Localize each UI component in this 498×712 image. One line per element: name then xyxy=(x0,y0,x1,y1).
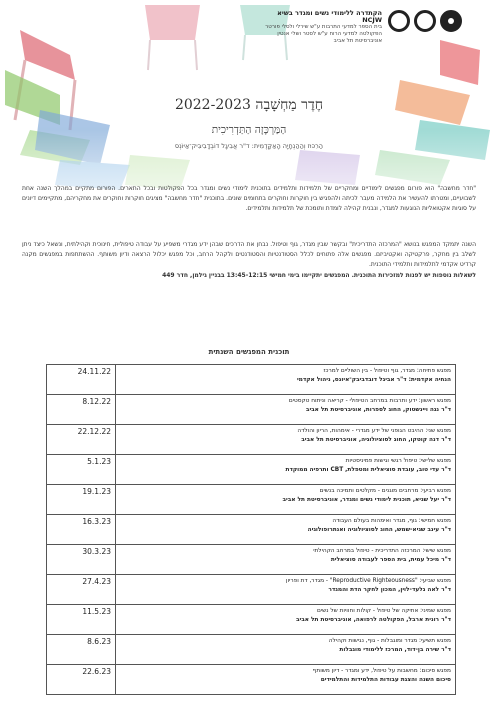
table-row xyxy=(47,485,456,515)
session-date: 16.3.23 xyxy=(47,515,116,545)
session-topic: מפגש תשיעי: מגדר ומוגבלות - גוף, נגישות וקהילה xyxy=(328,638,451,644)
institute-line: בית הספר למדעי התרבות ע"ש שירלי ולסלי פורטר xyxy=(265,24,382,30)
session-description xyxy=(116,515,456,545)
session-topic: מפגש סיכום: מחשבות על טיפול, ידע ומגדר - דיון משותף xyxy=(312,668,451,674)
session-description xyxy=(116,425,456,455)
session-topic: מפגש שביעי: "Reproductive Righteousness" - מגדר, דת ופריון xyxy=(285,578,451,584)
session-speaker: ד"ר נגה ויינשטוק, החוג לספרות, אוניברסיטת תל אביב xyxy=(305,407,451,413)
session-topic: מפגש שמיני: אתיקה של טיפול - קולות וחוויות של נשים xyxy=(316,608,451,614)
session-topic: מפגש רביעי: מרחבים מוגנים - מקלטים ותמיכה בנשים xyxy=(319,488,451,494)
title-block xyxy=(100,96,398,150)
session-date: 11.5.23 xyxy=(47,605,116,635)
chair-pink-top xyxy=(145,5,200,70)
session-topic: מפגש שלישי: טיפול רגשי וגישות פמיניסטיות xyxy=(345,458,451,464)
session-topic: מפגש שישי: המרכזה התדריכית - טיפול במרחב הקהילתי xyxy=(313,548,451,554)
chair-right-red xyxy=(395,40,480,125)
table-row xyxy=(47,365,456,395)
session-speaker: ד"ר מיכל עמית, בית הספר לעבודה סוציאלית xyxy=(330,557,451,563)
supervision-line: הַרִכּוּז וְהַהַנְחָיָה הָאַקָּדֶמִית: ד"ר אֲבִיגָל דוֹבְדָבִיבִּיק־אַיּוֹנְס xyxy=(174,142,324,150)
session-description xyxy=(116,365,456,395)
institute-name: הקתדרה ללימודי נשים ומגדר בשיא NCJW xyxy=(277,9,382,24)
session-description xyxy=(116,575,456,605)
session-date: 30.3.23 xyxy=(47,545,116,575)
session-date: 24.11.22 xyxy=(47,365,116,395)
meeting-info: לשאלות נוספות יש לפנות למזכירות התוכנית. המפגשים יתקיימו בימי חמישי 13:45-12:15 בבניין גילמן, חדר 449 xyxy=(162,271,476,279)
table-row xyxy=(47,635,456,665)
second-paragraph-block xyxy=(22,240,476,281)
session-topic: מפגש פתיחה: מגדר, גוף וטיפול - בין השוליים למרכז xyxy=(323,368,451,374)
session-topic: מפגש שני: ההיבט הגופני של ידע מגדרי - אימהות, הריון והולדה xyxy=(297,428,451,434)
logo-circle-icon xyxy=(414,10,436,32)
institute-line: אוניברסיטת תל אביב xyxy=(333,38,382,44)
table-row xyxy=(47,605,456,635)
session-speaker: סיכום השנה והצגת עבודות התלמידות והתלמידים xyxy=(320,677,451,683)
schedule-body xyxy=(47,365,456,695)
session-date: 19.1.23 xyxy=(47,485,116,515)
session-date: 5.1.23 xyxy=(47,455,116,485)
institute-block xyxy=(262,10,382,45)
session-date: 22.6.23 xyxy=(47,665,116,695)
session-topic: מפגש ראשון: ידע ותרבות במרחב הטיפולי - קריאה וניתוח טקסטים xyxy=(288,398,451,404)
table-row xyxy=(47,545,456,575)
university-logo-icon xyxy=(440,10,462,32)
session-date: 8.12.22 xyxy=(47,395,116,425)
table-row xyxy=(47,515,456,545)
logos xyxy=(388,10,462,32)
session-description xyxy=(116,455,456,485)
session-date: 27.4.23 xyxy=(47,575,116,605)
table-row xyxy=(47,455,456,485)
session-description xyxy=(116,545,456,575)
second-paragraph: השנה יתמקד המפגש בנושא "המרכזה התדריכית" ובקשר שבין מגדר, גוף וטיפול. נבחן את הדרכים שבהן ידע מגדרי משפיע על עבודה טיפולית, חינוכית וקהילתית, ונשאל כיצד ניתן לשלב בין מחקר, פרקטיקה ואקטיביזם. מפגשים אלה פתוחים לכלל הסטודנטיות והסטודנטים ולקהל הרחב, וכל מפגש יכלול הרצאה ודיון משותף. ההשתתפות במפגשים מקנה קרדיט אקדמי לתלמידות ותלמידי התוכנית. xyxy=(22,241,476,269)
session-topic: מפגש חמישי: גוף, מגדר ואימהות בעולם העבודה xyxy=(332,518,451,524)
program-heading: תוכנית המפגשים השנתית xyxy=(208,348,290,356)
page-title: חֶדֶר מַחְשָׁבָה 2022-2023 xyxy=(174,97,324,113)
session-date: 8.6.23 xyxy=(47,635,116,665)
table-row xyxy=(47,425,456,455)
table-row xyxy=(47,665,456,695)
schedule-table xyxy=(46,364,456,695)
session-date: 22.12.22 xyxy=(47,425,116,455)
session-speaker: ד"ר עינב שגיא-שמש, החוג לסוציולוגיה ואנתרופולוגיה xyxy=(307,527,451,533)
session-speaker: ד"ר רונית ארבל, הפקולטה לרפואה, אוניברסיטת תל אביב xyxy=(295,617,451,623)
session-description xyxy=(116,665,456,695)
session-description xyxy=(116,605,456,635)
session-description xyxy=(116,395,456,425)
logo-circle-icon xyxy=(388,10,410,32)
session-speaker: הנחיה אקדמית: ד"ר אביגל דובדביבק־איונס, ניהול אקדמי xyxy=(296,377,451,383)
session-speaker: ד"ר לאה גלעד-לוין, המכון לחקר הדת והמגדר xyxy=(328,587,451,593)
institute-line: הפקולטה למדעי הרוח ע"ש לסטר ושלי אנטין xyxy=(277,31,382,37)
table-row xyxy=(47,575,456,605)
session-speaker: ד"ר דנה קוטקו, החוג לסוציולוגיה, אוניברסיטת תל אביב xyxy=(301,437,451,443)
session-speaker: ד"ר שירה בן-דוד, המרכז ללימודי מוגבלות xyxy=(339,647,451,653)
session-description xyxy=(116,635,456,665)
intro-paragraph: "חדר מחשבה" הוא פורום מפגשים לימודיים ומחקריים של תלמידות ותלמידים בתוכנית לימודי נשים ומגדר בכל הפקולטות ובכל התארים. הפורום מתקיים במהלך השנה אחת לשבועיים, ומטרתו להעשיר את הלמידה מעבר לכיתה ולהפגיש בין חוקרות וחוקרים בתחומים שונים. בתוכנית "חדר מחשבה" מציגים חוקרות וחוקרים את מחקריהם, מתקיימים דיונים על סוגיות אקטואליות הנוגעות למגדר, ונבנית קהילה לומדת ותומכת של תלמידות ותלמידים. xyxy=(22,185,476,213)
page-subtitle: הַמַּרְכָּזָה הַתַּדְרִיכִית xyxy=(211,124,287,136)
table-row xyxy=(47,395,456,425)
session-speaker: ד"ר יעל שגיא, תוכנית לימודי נשים ומגדר, אוניברסיטת תל אביב xyxy=(282,497,451,503)
session-speaker: ד"ר עדי טוב, עובדת סוציאלית ומטפלת, CBT ותרפיה ממוקדת xyxy=(285,467,451,473)
session-description xyxy=(116,485,456,515)
